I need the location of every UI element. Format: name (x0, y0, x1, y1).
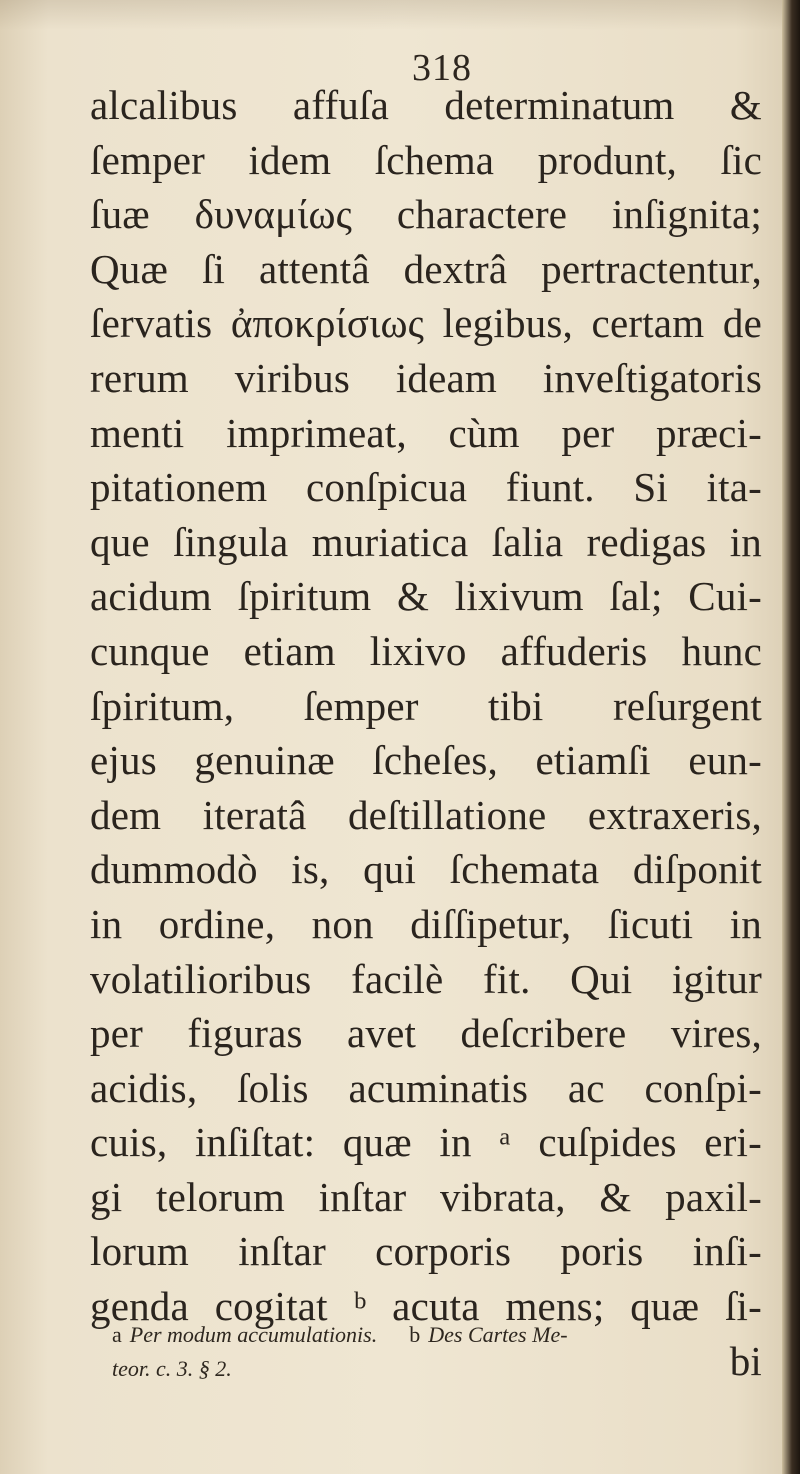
text-line: ſuæ δυναμίως charactere inſignita; (90, 191, 762, 238)
text-line: in ordine, non diſſipetur, ſicuti in (90, 900, 762, 947)
text-line: dem iteratâ deſtillatione extraxeris, (90, 791, 762, 838)
text-line: acidis, ſolis acuminatis ac conſpi- (90, 1064, 762, 1111)
text-line: dummodò is, qui ſchemata diſponit (90, 846, 762, 893)
text-line: Quæ ſi attentâ dextrâ pertractentur, (90, 245, 762, 292)
page-number: 318 (412, 47, 472, 89)
footnote-mark: b (409, 1322, 421, 1347)
footnote-row (112, 1318, 762, 1352)
text-line: cunque etiam lixivo affuderis hunc (90, 627, 762, 674)
footnotes (112, 1318, 762, 1386)
footnote-text: Des Cartes Me- (428, 1322, 568, 1347)
text-line: volatilioribus facilè fit. Qui igitur (90, 955, 762, 1002)
text-line: ſervatis ἀποκρίσιως legibus, certam de (90, 300, 762, 347)
text-line: ejus genuinæ ſcheſes, etiamſi eun- (90, 737, 762, 784)
text-line: que ſingula muriatica ſalia redigas in (90, 518, 762, 565)
body-text (90, 78, 762, 1388)
text-line: per figuras avet deſcribere vires, (90, 1010, 762, 1057)
text-line: ſpiritum, ſemper tibi reſurgent (90, 682, 762, 729)
binding-edge (782, 0, 800, 1474)
page-shadow (0, 0, 800, 30)
text-line: menti imprimeat, cùm per præci- (90, 409, 762, 456)
text-line: rerum viribus ideam inveſtigatoris (90, 354, 762, 401)
text-line: pitationem conſpicua fiunt. Si ita- (90, 464, 762, 511)
footnote-mark: a (112, 1322, 122, 1347)
text-line: gi telorum inſtar vibrata, & paxil- (90, 1173, 762, 1220)
text-line: cuis, inſiſtat: quæ in ᵃ cuſpides eri- (90, 1119, 762, 1166)
footnote-text: Per modum accumulationis. (129, 1322, 378, 1347)
footnote-continuation: teor. c. 3. § 2. (112, 1356, 232, 1381)
text-line: alcalibus affuſa determinatum & (90, 82, 762, 128)
text-line: genda cogitat ᵇ acuta mens; quæ ſi- (90, 1283, 762, 1330)
text-line: acidum ſpiritum & lixivum ſal; Cui- (90, 573, 762, 620)
text-line-last: bi (729, 1337, 762, 1384)
text-line: ſemper idem ſchema produnt, ſic (90, 136, 762, 183)
text-line: lorum inſtar corporis poris inſi- (90, 1228, 762, 1275)
